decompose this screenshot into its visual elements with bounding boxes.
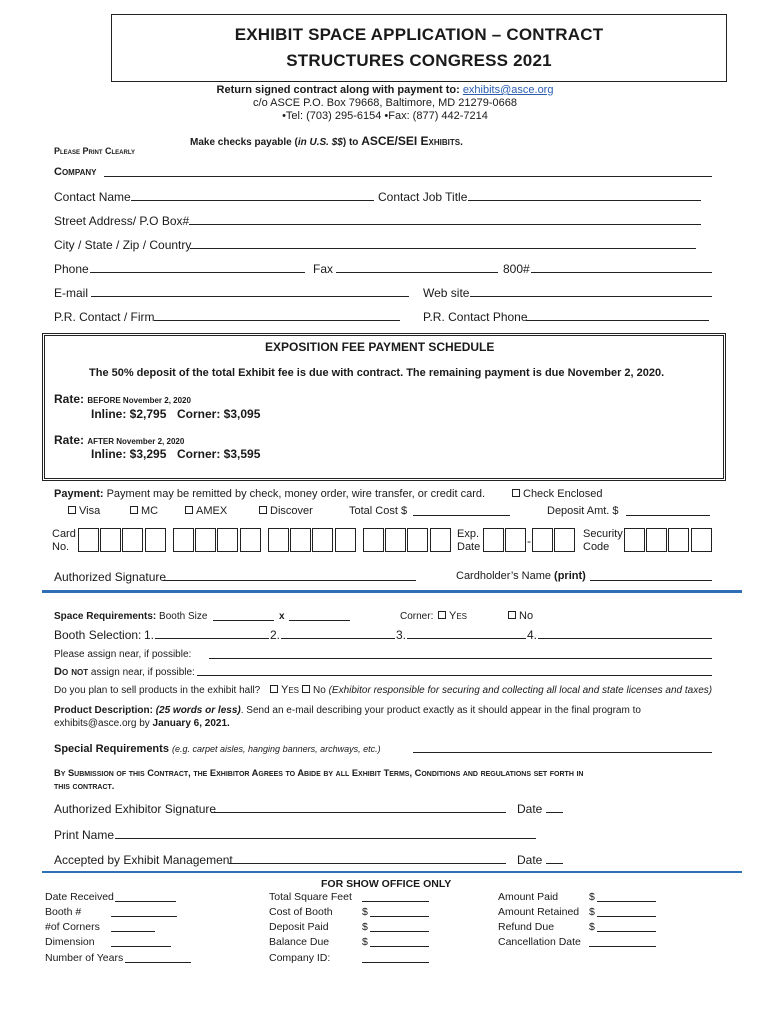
rate-after: Rate: AFTER November 2, 2020 [54, 433, 185, 447]
office-heading: FOR SHOW OFFICE ONLY [321, 878, 452, 890]
rate-after-corner: Corner: $3,595 [177, 447, 261, 461]
authorized-signature-field[interactable] [163, 580, 416, 581]
rate-after-inline: Inline: $3,295 [91, 447, 167, 461]
return-phones: •Tel: (703) 295-6154 •Fax: (877) 442-7214 [282, 110, 488, 122]
city-state-zip-label: City / State / Zip / Country [54, 238, 192, 252]
checkbox-icon[interactable] [512, 489, 520, 497]
booth-size-width-field[interactable] [213, 620, 274, 621]
fax-label: Fax [313, 262, 334, 276]
office-balance-dollar: $ [362, 936, 368, 948]
do-not-assign-label: Do not assign near, if possible: [54, 666, 195, 678]
assign-near-label: Please assign near, if possible: [54, 649, 192, 660]
corner-yes-option[interactable]: Yes [438, 610, 467, 622]
pr-contact-label: P.R. Contact / Firm [54, 310, 155, 324]
selection-1-field[interactable] [155, 638, 269, 639]
product-description-line2: exhibits@asce.org by January 6, 2021. [54, 718, 230, 729]
fee-schedule-heading: EXPOSITION FEE PAYMENT SCHEDULE [265, 340, 495, 354]
office-refund-due-dollar: $ [589, 921, 595, 933]
office-total-sqft-field[interactable] [362, 901, 429, 902]
checkbox-icon[interactable] [438, 611, 446, 619]
fee-schedule-box [42, 333, 726, 481]
card-digit-box[interactable] [312, 528, 333, 552]
card-digit-box[interactable] [240, 528, 261, 552]
email-label: E-mail [54, 286, 89, 300]
office-amount-paid-dollar: $ [589, 891, 595, 903]
checkbox-icon[interactable] [302, 685, 310, 693]
phone-label: Phone [54, 262, 89, 276]
selection-2-field[interactable] [281, 638, 395, 639]
space-requirements: Space Requirements: Booth Size [54, 611, 208, 622]
special-requirements: Special Requirements (e.g. carpet aisles, hanging banners, archways, etc.) [54, 743, 381, 755]
agreement-line1: By Submission of this Contract, the Exhibitor Agrees to Abide by all Exhibit Terms, Conditions and regulations set forth in [54, 768, 584, 778]
rate-before: Rate: BEFORE November 2, 2020 [54, 392, 191, 406]
contact-name-field[interactable] [131, 200, 374, 201]
rate-before-corner: Corner: $3,095 [177, 407, 261, 421]
contact-name-label: Contact Name [54, 190, 131, 204]
company-field[interactable] [104, 176, 712, 177]
eight-hundred-field[interactable] [531, 272, 712, 273]
office-date-received: Date Received [45, 891, 114, 903]
checks-payable: Make checks payable (in U.S. $$) to ASCE/SEI Exhibits. [190, 134, 463, 148]
card-digit-box[interactable] [268, 528, 289, 552]
card-digit-box[interactable] [100, 528, 121, 552]
card-digit-box[interactable] [78, 528, 99, 552]
checkbox-icon[interactable] [185, 506, 193, 514]
card-digit-box[interactable] [217, 528, 238, 552]
total-cost-field[interactable] [413, 515, 510, 516]
office-deposit-field[interactable] [370, 931, 429, 932]
company-label: Company [54, 166, 97, 178]
office-divider [42, 871, 742, 873]
booth-selection-label: Booth Selection: [54, 628, 142, 642]
card-digit-box[interactable] [290, 528, 311, 552]
office-corners-field[interactable] [111, 931, 155, 932]
payment-line: Payment: Payment may be remitted by check, money order, wire transfer, or credit card. [54, 488, 486, 500]
pr-contact-phone-label: P.R. Contact Phone [423, 310, 528, 324]
sell-no-option[interactable]: No (Exhibitor responsible for securing and collecting all local and state licenses and taxes) [302, 685, 712, 696]
deposit-amt-field[interactable] [626, 515, 710, 516]
office-amount-paid: Amount Paid [498, 891, 559, 903]
print-clearly-note: Please Print Clearly [54, 146, 135, 156]
title-box [111, 14, 727, 82]
section-divider [42, 590, 742, 593]
card-no-label: Card No. [52, 528, 76, 553]
website-field[interactable] [470, 296, 712, 297]
selection-1-label: 1. [144, 628, 155, 642]
exhibitor-date-field[interactable] [546, 812, 563, 813]
email-field[interactable] [91, 296, 409, 297]
office-dimension: Dimension [45, 936, 95, 948]
return-info [0, 84, 770, 96]
card-digit-box[interactable] [173, 528, 194, 552]
deposit-amt-label: Deposit Amt. $ [547, 505, 619, 517]
exhibitor-signature-field[interactable] [211, 812, 506, 813]
return-address: c/o ASCE P.O. Box 79668, Baltimore, MD 21279-0668 [253, 97, 517, 109]
accepted-by-field[interactable] [229, 863, 506, 864]
agreement-line2: this contract. [54, 781, 115, 791]
accepted-date-field[interactable] [546, 863, 563, 864]
eight-hundred-label: 800# [503, 262, 530, 276]
card-digit-box[interactable] [122, 528, 143, 552]
corner-no-option[interactable]: No [508, 610, 533, 622]
card-digit-box[interactable] [385, 528, 406, 552]
sell-yes-option[interactable]: Yes [270, 684, 299, 696]
office-date-received-field[interactable] [115, 901, 176, 902]
city-state-zip-field[interactable] [190, 248, 696, 249]
exhibitor-signature-label: Authorized Exhibitor Signature [54, 802, 217, 816]
office-cancellation-date-field[interactable] [589, 946, 656, 947]
office-amount-retained-dollar: $ [589, 906, 595, 918]
booth-size-x: x [279, 611, 285, 622]
office-deposit-paid: Deposit Paid [269, 921, 329, 933]
office-cost-field[interactable] [370, 916, 429, 917]
pr-contact-phone-field[interactable] [526, 320, 709, 321]
security-digit-box[interactable] [646, 528, 667, 552]
office-balance-field[interactable] [370, 946, 429, 947]
do-not-assign-field[interactable] [197, 675, 712, 676]
card-digit-box[interactable] [145, 528, 166, 552]
security-digit-box[interactable] [668, 528, 689, 552]
checkbox-icon[interactable] [130, 506, 138, 514]
exp-digit-box[interactable] [532, 528, 553, 552]
security-digit-box[interactable] [691, 528, 712, 552]
street-address-label: Street Address/ P.O Box# [54, 214, 190, 228]
exp-date-label: Exp. Date [457, 528, 481, 553]
website-label: Web site [423, 286, 470, 300]
card-digit-box[interactable] [407, 528, 428, 552]
assign-near-field[interactable] [209, 658, 712, 659]
checkbox-icon[interactable] [270, 685, 278, 693]
exp-digit-box[interactable] [483, 528, 504, 552]
security-code-label: Security Code [583, 528, 623, 553]
office-deposit-dollar: $ [362, 921, 368, 933]
accepted-by-label: Accepted by Exhibit Management [54, 853, 233, 867]
office-refund-due: Refund Due [498, 921, 555, 933]
office-amount-paid-field[interactable] [597, 901, 656, 902]
checkbox-icon[interactable] [508, 611, 516, 619]
mc-option[interactable]: MC [130, 505, 158, 517]
visa-option[interactable]: Visa [68, 505, 100, 517]
selection-4-label: 4. [527, 628, 538, 642]
office-cancellation-date: Cancellation Date [498, 936, 581, 948]
office-booth-number: Booth # [45, 906, 82, 918]
phone-field[interactable] [90, 272, 305, 273]
amex-option[interactable]: AMEX [185, 505, 227, 517]
pr-contact-field[interactable] [154, 320, 400, 321]
card-digit-box[interactable] [363, 528, 384, 552]
office-dimension-field[interactable] [111, 946, 171, 947]
product-description: Product Description: (25 words or less). Send an e-mail describing your product exactly as it should appear in the final program to [54, 705, 641, 716]
office-corners: #of Corners [45, 921, 100, 933]
booth-size-length-field[interactable] [289, 620, 350, 621]
sell-products-question: Do you plan to sell products in the exhibit hall? [54, 685, 261, 696]
exp-separator: - [527, 534, 531, 548]
office-years: Number of Years [45, 952, 124, 964]
contact-job-title-field[interactable] [468, 200, 701, 201]
office-amount-retained-field[interactable] [597, 916, 656, 917]
exp-digit-box[interactable] [505, 528, 526, 552]
return-prefix: Return signed contract along with payment to: [216, 84, 463, 96]
office-booth-number-field[interactable] [111, 916, 177, 917]
return-email-link[interactable]: exhibits@asce.org [462, 84, 554, 96]
selection-3-field[interactable] [407, 638, 526, 639]
office-total-sqft: Total Square Feet [269, 891, 352, 903]
exp-digit-box[interactable] [554, 528, 575, 552]
selection-2-label: 2. [270, 628, 281, 642]
office-balance-due: Balance Due [269, 936, 330, 948]
check-enclosed-option[interactable]: Check Enclosed [512, 488, 603, 500]
form-title-line1: EXHIBIT SPACE APPLICATION – CONTRACT [234, 25, 604, 44]
office-company-id: Company ID: [269, 952, 331, 964]
exhibitor-date-label: Date [517, 802, 543, 816]
selection-3-label: 3. [396, 628, 407, 642]
selection-4-field[interactable] [538, 638, 712, 639]
cardholder-name-label: Cardholder’s Name (print) [456, 570, 586, 582]
checkbox-icon[interactable] [68, 506, 76, 514]
card-digit-box[interactable] [335, 528, 356, 552]
card-digit-box[interactable] [195, 528, 216, 552]
corner-label: Corner: [400, 611, 434, 622]
office-company-id-field[interactable] [362, 962, 429, 963]
contact-job-title-label: Contact Job Title [378, 190, 468, 204]
form-title-line2: STRUCTURES CONGRESS 2021 [286, 51, 552, 70]
print-name-field[interactable] [115, 838, 536, 839]
office-refund-due-field[interactable] [597, 931, 656, 932]
checkbox-icon[interactable] [259, 506, 267, 514]
discover-option[interactable]: Discover [259, 505, 313, 517]
fax-field[interactable] [336, 272, 498, 273]
office-amount-retained: Amount Retained [498, 906, 580, 918]
card-digit-box[interactable] [430, 528, 451, 552]
deposit-note: The 50% deposit of the total Exhibit fee is due with contract. The remaining payment is due November 2, 2020. [89, 367, 665, 379]
special-requirements-field[interactable] [413, 752, 712, 753]
cardholder-name-field[interactable] [590, 580, 712, 581]
authorized-signature-label: Authorized Signature [54, 570, 167, 584]
office-cost-dollar: $ [362, 906, 368, 918]
print-name-label: Print Name [54, 828, 115, 842]
street-address-field[interactable] [189, 224, 701, 225]
accepted-date-label: Date [517, 853, 543, 867]
security-digit-box[interactable] [624, 528, 645, 552]
rate-before-inline: Inline: $2,795 [91, 407, 167, 421]
office-years-field[interactable] [125, 962, 191, 963]
total-cost-label: Total Cost $ [349, 505, 408, 517]
office-cost-of-booth: Cost of Booth [269, 906, 333, 918]
